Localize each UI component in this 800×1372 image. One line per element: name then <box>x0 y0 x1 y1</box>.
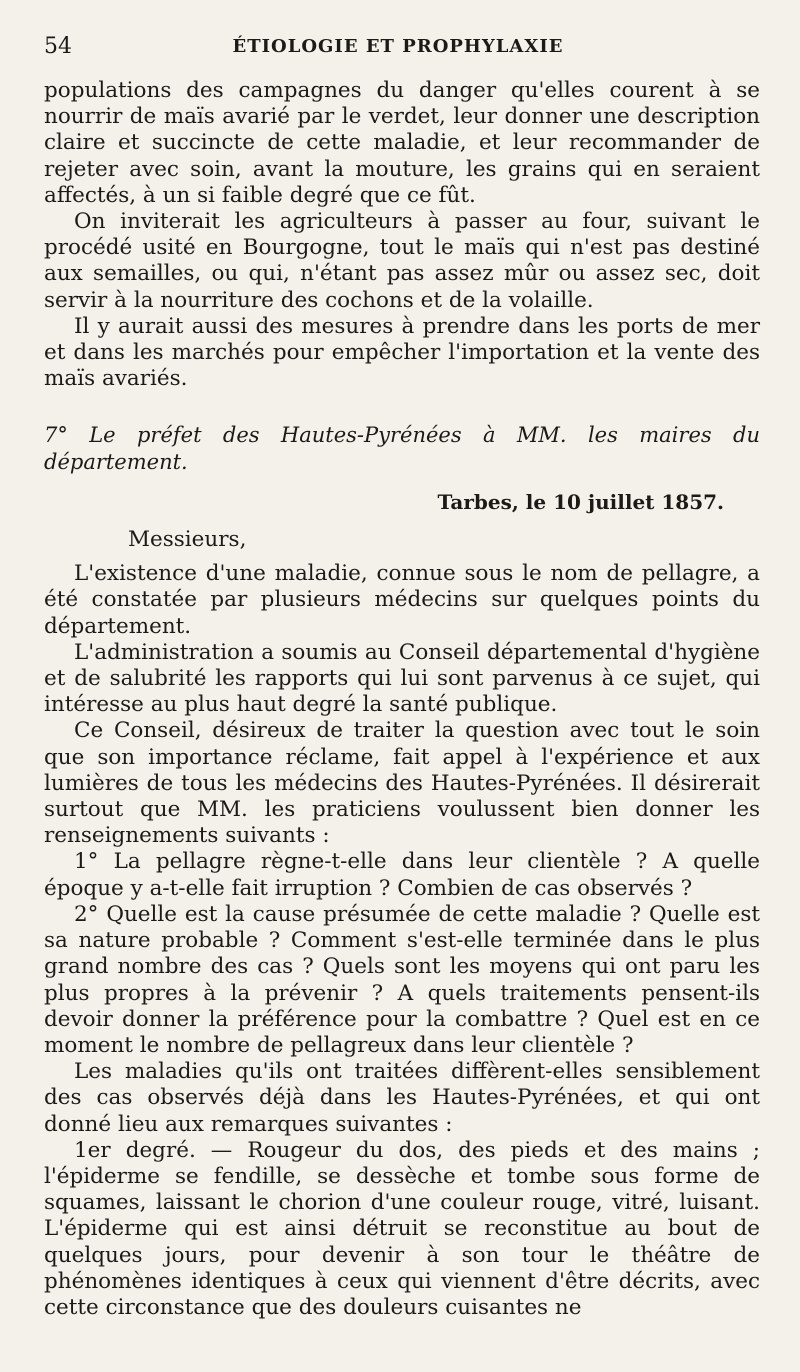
page-header <box>44 34 752 62</box>
paragraph-maladies: Les maladies qu'ils ont traitées diffèrent-elles sensiblement des cas observés déjà dans les Hautes-Pyrénées, et qui ont donné lieu aux remarques suivantes : <box>44 1059 760 1137</box>
running-title: ÉTIOLOGIE ET PROPHYLAXIE <box>232 36 564 57</box>
question-2: 2° Quelle est la cause présumée de cette maladie ? Quelle est sa nature probable ? Comment s'est-elle terminée dans le plus grand nombre des cas ? Quels sont les moyens qui ont paru les plus propres à la prévenir ? A quels traitements pensent-ils devoir donner la préférence pour la combattre ? Quel est en ce moment le nombre de pellagreux dans leur clientèle ? <box>44 901 760 1058</box>
paragraph-conseil: Ce Conseil, désireux de traiter la question avec tout le soin que son importance réclame, fait appel à l'expérience et aux lumières de tous les médecins des Hautes-Pyrénées. Il désirerait surtout que MM. les praticiens voulussent bien donner les renseignements suivants : <box>44 718 760 849</box>
dateline: Tarbes, le 10 juillet 1857. <box>437 489 724 514</box>
paragraph-pellagre: L'existence d'une maladie, connue sous le nom de pellagre, a été constatée par plusieurs médecins sur quelques points du département. <box>44 561 760 639</box>
section-title: 7° Le préfet des Hautes-Pyrénées à MM. les maires du département. <box>44 423 760 474</box>
page-number: 54 <box>44 34 72 59</box>
paragraph-agriculteurs: On inviterait les agriculteurs à passer au four, suivant le procédé usité en Bourgogne, tout le maïs qui n'est pas destiné aux semailles, ou qui, n'étant pas assez mûr ou assez sec, doit servir à la nourriture des cochons et de la volaille. <box>44 209 760 313</box>
question-1: 1° La pellagre règne-t-elle dans leur clientèle ? A quelle époque y a-t-elle fait irruption ? Combien de cas observés ? <box>44 849 760 901</box>
page-body <box>44 78 760 1321</box>
paragraph-administration: L'administration a soumis au Conseil départemental d'hygiène et de salubrité les rapports qui lui sont parvenus à ce sujet, qui intéresse au plus haut degré la santé publique. <box>44 639 760 718</box>
paragraph-continuation: populations des campagnes du danger qu'elles courent à se nourrir de maïs avarié par le verdet, leur donner une description claire et succincte de cette maladie, et leur recommander de rejeter avec soin, avant la mouture, les grains qui en seraient affectés, à un si faible degré que ce fût. <box>44 78 760 208</box>
salutation: Messieurs, <box>128 527 247 553</box>
paragraph-premier-degre: 1er degré. — Rougeur du dos, des pieds et des mains ; l'épiderme se fendille, se dessèche et tombe sous forme de squames, laissant le chorion d'une couleur rouge, vitré, luisant. L'épiderme qui est ainsi détruit se reconstitue au bout de quelques jours, pour devenir à son tour le théâtre de phénomènes identiques à ceux qui viennent d'être décrits, avec cette circonstance que des douleurs cuisantes ne <box>44 1137 760 1320</box>
paragraph-mesures: Il y aurait aussi des mesures à prendre dans les ports de mer et dans les marchés pour empêcher l'importation et la vente des maïs avariés. <box>44 313 760 392</box>
